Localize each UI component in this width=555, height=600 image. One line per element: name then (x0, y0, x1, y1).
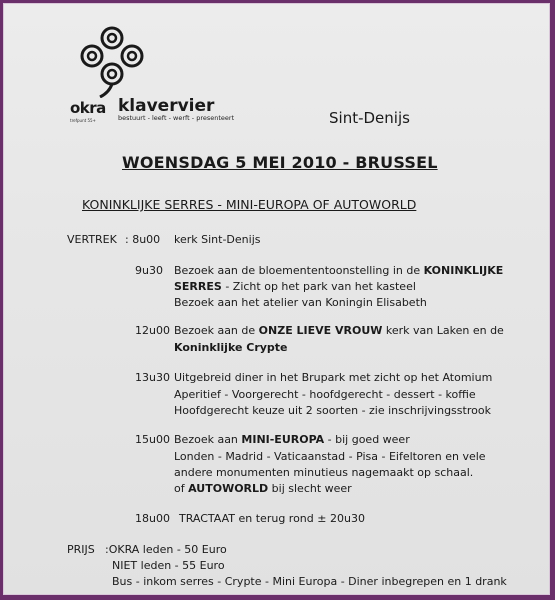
schedule-line: Aperitief - Voorgerecht - hoofdgerecht - dessert - koffie (174, 388, 476, 401)
schedule-time: 12u00 (135, 324, 170, 337)
schedule-time: 13u30 (135, 371, 170, 384)
klavervier-name: klavervier (118, 96, 215, 116)
schedule-line: Koninklijke Crypte (174, 341, 288, 354)
document-page (3, 3, 550, 595)
page-subtitle: KONINKLIJKE SERRES - MINI-EUROPA OF AUTOWORLD (82, 197, 417, 212)
price-okra: :OKRA leden - 50 Euro (105, 543, 227, 556)
schedule-line: TRACTAAT en terug rond ± 20u30 (179, 512, 365, 525)
schedule-line: Bezoek aan de ONZE LIEVE VROUW kerk van Laken en de (174, 324, 504, 337)
schedule-line: of AUTOWORLD bij slecht weer (174, 482, 352, 495)
price-niet: NIET leden - 55 Euro (112, 559, 225, 572)
schedule-line: SERRES - Zicht op het park van het kasteel (174, 280, 416, 293)
price-label: PRIJS (67, 543, 95, 556)
schedule-line: Uitgebreid diner in het Brupark met zicht op het Atomium (174, 371, 493, 384)
price-inclusions: Bus - inkom serres - Crypte - Mini Europa - Diner inbegrepen en 1 drank (112, 575, 507, 588)
place-name: Sint-Denijs (329, 109, 410, 127)
schedule-line: Bezoek aan MINI-EUROPA - bij goed weer (174, 433, 410, 446)
schedule-line: andere monumenten minutieus nagemaakt op schaal. (174, 466, 474, 479)
schedule-line: Hoofdgerecht keuze uit 2 soorten - zie inschrijvingsstrook (174, 404, 491, 417)
okra-logo-text: okra (70, 99, 106, 117)
schedule-time: 15u00 (135, 433, 170, 446)
page-title: WOENSDAG 5 MEI 2010 - BRUSSEL (122, 153, 438, 172)
klavervier-tagline: bestuurt - leeft - werft - presenteert (118, 114, 235, 122)
schedule-time: 18u00 (135, 512, 170, 525)
schedule-time: 9u30 (135, 264, 163, 277)
schedule-line: Bezoek aan het atelier van Koningin Elisabeth (174, 296, 427, 309)
klavervier-logo (70, 26, 235, 131)
departure-time: : 8u00 (125, 233, 161, 246)
schedule-line: Bezoek aan de bloemententoonstelling in de KONINKLIJKE (174, 264, 504, 277)
departure-place: kerk Sint-Denijs (174, 233, 261, 246)
schedule-line: Londen - Madrid - Vaticaanstad - Pisa - Eifeltoren en vele (174, 450, 486, 463)
departure-label: VERTREK (67, 233, 117, 246)
okra-logo-subtext: trefpunt 55+ (70, 118, 96, 123)
clover-icon (70, 26, 150, 98)
